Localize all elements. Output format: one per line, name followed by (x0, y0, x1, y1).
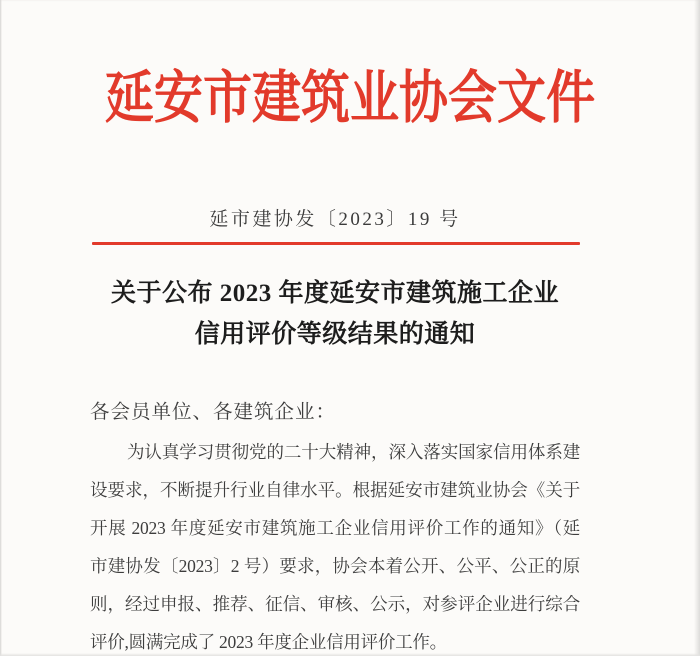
red-divider-line (92, 242, 580, 245)
notice-title (90, 273, 580, 355)
letterhead-org-title: 延安市建筑业协会文件 (104, 67, 596, 130)
body-line: 评价,圆满完成了 2023 年度企业信用评价工作。 (90, 632, 447, 652)
body-line: 市建协发〔2023〕2 号）要求，协会本着公开、公平、公正的原 (90, 556, 580, 576)
notice-title-line-2: 信用评价等级结果的通知 (194, 321, 476, 348)
salutation: 各会员单位、各建筑企业： (90, 402, 337, 423)
content-column (90, 0, 580, 656)
notice-title-line-1: 关于公布 2023 年度延安市建筑施工企业 (110, 280, 559, 307)
body-line: 则，经过申报、推荐、征信、审核、公示，对参评企业进行综合 (90, 594, 580, 614)
scan-edge-left (0, 0, 2, 656)
document-number: 延市建协发〔2023〕19 号 (209, 209, 461, 230)
scan-edge-right (694, 0, 700, 656)
body-line: 开展 2023 年度延安市建筑施工企业信用评价工作的通知》（延 (90, 518, 580, 538)
body-line: 设要求，不断提升行业自律水平。根据延安市建筑业协会《关于 (90, 480, 580, 500)
body-line: 为认真学习贯彻党的二十大精神，深入落实国家信用体系建 (127, 442, 580, 462)
